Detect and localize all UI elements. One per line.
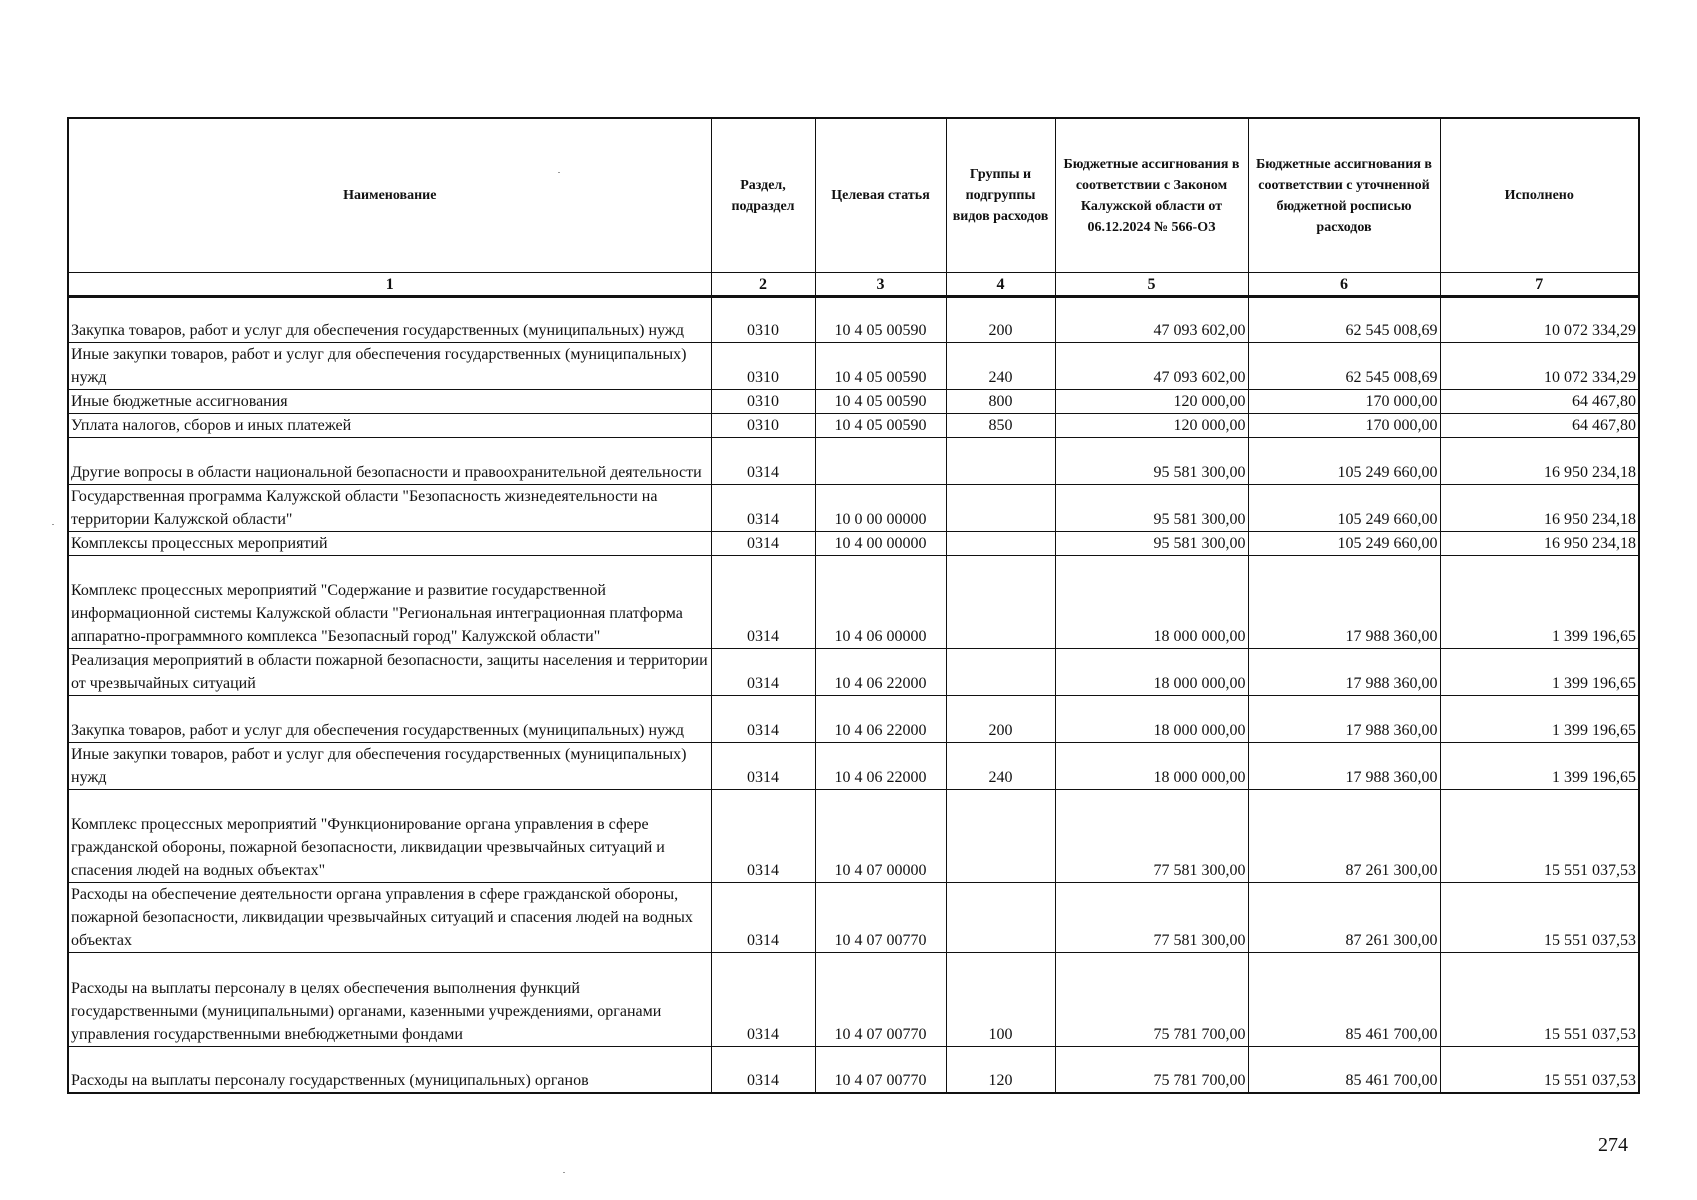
header-target-article: Целевая статья (815, 118, 946, 273)
row-group: 800 (946, 390, 1055, 414)
row-target: 10 4 05 00590 (815, 297, 946, 343)
row-law-amount: 75 781 700,00 (1055, 1047, 1248, 1093)
row-group: 850 (946, 414, 1055, 438)
column-number: 6 (1248, 273, 1440, 297)
header-section: Раздел, подраздел (711, 118, 815, 273)
row-executed-amount: 16 950 234,18 (1440, 485, 1639, 532)
row-executed-amount: 1 399 196,65 (1440, 649, 1639, 696)
table-row (68, 343, 1639, 390)
row-executed-amount: 16 950 234,18 (1440, 532, 1639, 556)
header-name: Наименование (68, 118, 711, 273)
row-refined-amount: 17 988 360,00 (1248, 556, 1440, 649)
table-row (68, 297, 1639, 343)
table-row (68, 438, 1639, 485)
row-refined-amount: 105 249 660,00 (1248, 532, 1440, 556)
row-refined-amount: 87 261 300,00 (1248, 790, 1440, 883)
scan-speck (563, 1172, 565, 1173)
table-row (68, 649, 1639, 696)
table-row (68, 390, 1639, 414)
table-row (68, 743, 1639, 790)
row-law-amount: 77 581 300,00 (1055, 790, 1248, 883)
page-number: 274 (1598, 1134, 1628, 1156)
row-executed-amount: 15 551 037,53 (1440, 883, 1639, 953)
row-target (815, 438, 946, 485)
row-group: 240 (946, 343, 1055, 390)
row-name: Комплекс процессных мероприятий "Функционирование органа управления в сфере гражданской обороны, пожарной безопасности, ликвидации чрезвычайных ситуаций и спасения людей на водных объектах" (68, 790, 711, 883)
row-refined-amount: 170 000,00 (1248, 414, 1440, 438)
row-refined-amount: 17 988 360,00 (1248, 743, 1440, 790)
row-section: 0314 (711, 1047, 815, 1093)
row-law-amount: 77 581 300,00 (1055, 883, 1248, 953)
row-group: 120 (946, 1047, 1055, 1093)
row-law-amount: 18 000 000,00 (1055, 556, 1248, 649)
row-target: 10 4 05 00590 (815, 343, 946, 390)
table-row (68, 485, 1639, 532)
row-name: Государственная программа Калужской области "Безопасность жизнедеятельности на территории Калужской области" (68, 485, 711, 532)
column-number: 3 (815, 273, 946, 297)
row-group (946, 485, 1055, 532)
row-name: Уплата налогов, сборов и иных платежей (68, 414, 711, 438)
row-executed-amount: 1 399 196,65 (1440, 556, 1639, 649)
row-section: 0310 (711, 343, 815, 390)
row-executed-amount: 10 072 334,29 (1440, 297, 1639, 343)
scan-speck (558, 172, 560, 173)
row-refined-amount: 85 461 700,00 (1248, 953, 1440, 1047)
row-law-amount: 47 093 602,00 (1055, 297, 1248, 343)
row-group (946, 649, 1055, 696)
row-section: 0314 (711, 790, 815, 883)
row-law-amount: 95 581 300,00 (1055, 485, 1248, 532)
row-group (946, 883, 1055, 953)
table-row (68, 414, 1639, 438)
row-name: Расходы на выплаты персоналу государственных (муниципальных) органов (68, 1047, 711, 1093)
row-group: 200 (946, 297, 1055, 343)
row-section: 0310 (711, 297, 815, 343)
row-refined-amount: 62 545 008,69 (1248, 343, 1440, 390)
row-group (946, 556, 1055, 649)
table-row (68, 883, 1639, 953)
row-target: 10 0 00 00000 (815, 485, 946, 532)
row-section: 0314 (711, 438, 815, 485)
row-target: 10 4 06 00000 (815, 556, 946, 649)
row-target: 10 4 06 22000 (815, 696, 946, 743)
row-executed-amount: 10 072 334,29 (1440, 343, 1639, 390)
row-target: 10 4 07 00000 (815, 790, 946, 883)
row-group: 100 (946, 953, 1055, 1047)
row-refined-amount: 17 988 360,00 (1248, 696, 1440, 743)
row-target: 10 4 07 00770 (815, 883, 946, 953)
row-refined-amount: 105 249 660,00 (1248, 438, 1440, 485)
row-section: 0310 (711, 390, 815, 414)
row-section: 0310 (711, 414, 815, 438)
row-executed-amount: 64 467,80 (1440, 390, 1639, 414)
row-group (946, 790, 1055, 883)
row-refined-amount: 85 461 700,00 (1248, 1047, 1440, 1093)
row-section: 0314 (711, 485, 815, 532)
row-name: Закупка товаров, работ и услуг для обеспечения государственных (муниципальных) нужд (68, 696, 711, 743)
scan-speck (52, 524, 54, 525)
row-section: 0314 (711, 743, 815, 790)
row-name: Комплексы процессных мероприятий (68, 532, 711, 556)
header-expense-group: Группы и подгруппы видов расходов (946, 118, 1055, 273)
header-executed: Исполнено (1440, 118, 1639, 273)
row-executed-amount: 16 950 234,18 (1440, 438, 1639, 485)
row-name: Расходы на выплаты персоналу в целях обеспечения выполнения функций государственными (муниципальными) органами, казенными учреждениями, органами управления государственными внебюджетными фондами (68, 953, 711, 1047)
row-name: Расходы на обеспечение деятельности органа управления в сфере гражданской обороны, пожарной безопасности, ликвидации чрезвычайных ситуаций и спасения людей на водных объектах (68, 883, 711, 953)
row-section: 0314 (711, 556, 815, 649)
header-refined-allocation: Бюджетные ассигнования в соответствии с уточненной бюджетной росписью расходов (1248, 118, 1440, 273)
column-number: 4 (946, 273, 1055, 297)
row-law-amount: 120 000,00 (1055, 390, 1248, 414)
row-law-amount: 120 000,00 (1055, 414, 1248, 438)
row-name: Закупка товаров, работ и услуг для обеспечения государственных (муниципальных) нужд (68, 297, 711, 343)
row-law-amount: 18 000 000,00 (1055, 649, 1248, 696)
row-name: Иные закупки товаров, работ и услуг для обеспечения государственных (муниципальных) нужд (68, 343, 711, 390)
row-group (946, 438, 1055, 485)
table-row (68, 953, 1639, 1047)
row-section: 0314 (711, 883, 815, 953)
table-row (68, 696, 1639, 743)
row-law-amount: 75 781 700,00 (1055, 953, 1248, 1047)
row-group: 240 (946, 743, 1055, 790)
row-target: 10 4 00 00000 (815, 532, 946, 556)
row-law-amount: 18 000 000,00 (1055, 743, 1248, 790)
row-refined-amount: 87 261 300,00 (1248, 883, 1440, 953)
row-executed-amount: 1 399 196,65 (1440, 696, 1639, 743)
row-executed-amount: 15 551 037,53 (1440, 1047, 1639, 1093)
row-refined-amount: 170 000,00 (1248, 390, 1440, 414)
row-section: 0314 (711, 953, 815, 1047)
row-law-amount: 18 000 000,00 (1055, 696, 1248, 743)
row-target: 10 4 07 00770 (815, 1047, 946, 1093)
row-law-amount: 95 581 300,00 (1055, 438, 1248, 485)
row-executed-amount: 15 551 037,53 (1440, 790, 1639, 883)
column-number: 2 (711, 273, 815, 297)
row-section: 0314 (711, 696, 815, 743)
row-name: Другие вопросы в области национальной безопасности и правоохранительной деятельности (68, 438, 711, 485)
row-executed-amount: 64 467,80 (1440, 414, 1639, 438)
row-refined-amount: 62 545 008,69 (1248, 297, 1440, 343)
row-name: Иные закупки товаров, работ и услуг для обеспечения государственных (муниципальных) нужд (68, 743, 711, 790)
row-group: 200 (946, 696, 1055, 743)
column-number-row (68, 273, 1639, 297)
table-row (68, 790, 1639, 883)
row-target: 10 4 05 00590 (815, 390, 946, 414)
row-refined-amount: 17 988 360,00 (1248, 649, 1440, 696)
row-target: 10 4 05 00590 (815, 414, 946, 438)
budget-table (67, 117, 1640, 1094)
row-section: 0314 (711, 532, 815, 556)
row-group (946, 532, 1055, 556)
column-number: 1 (68, 273, 711, 297)
row-target: 10 4 06 22000 (815, 649, 946, 696)
row-law-amount: 47 093 602,00 (1055, 343, 1248, 390)
row-refined-amount: 105 249 660,00 (1248, 485, 1440, 532)
header-row (68, 118, 1639, 273)
row-name: Реализация мероприятий в области пожарной безопасности, защиты населения и территории от чрезвычайных ситуаций (68, 649, 711, 696)
row-executed-amount: 1 399 196,65 (1440, 743, 1639, 790)
row-target: 10 4 07 00770 (815, 953, 946, 1047)
table-row (68, 556, 1639, 649)
column-number: 5 (1055, 273, 1248, 297)
table-row (68, 1047, 1639, 1093)
row-law-amount: 95 581 300,00 (1055, 532, 1248, 556)
row-name: Иные бюджетные ассигнования (68, 390, 711, 414)
row-target: 10 4 06 22000 (815, 743, 946, 790)
column-number: 7 (1440, 273, 1639, 297)
row-section: 0314 (711, 649, 815, 696)
table-row (68, 532, 1639, 556)
header-law-allocation: Бюджетные ассигнования в соответствии с Законом Калужской области от 06.12.2024 № 566-ОЗ (1055, 118, 1248, 273)
row-executed-amount: 15 551 037,53 (1440, 953, 1639, 1047)
row-name: Комплекс процессных мероприятий "Содержание и развитие государственной информационной системы Калужской области "Региональная интеграционная платформа аппаратно-программного комплекса "Безопасный город" Калужской области" (68, 556, 711, 649)
